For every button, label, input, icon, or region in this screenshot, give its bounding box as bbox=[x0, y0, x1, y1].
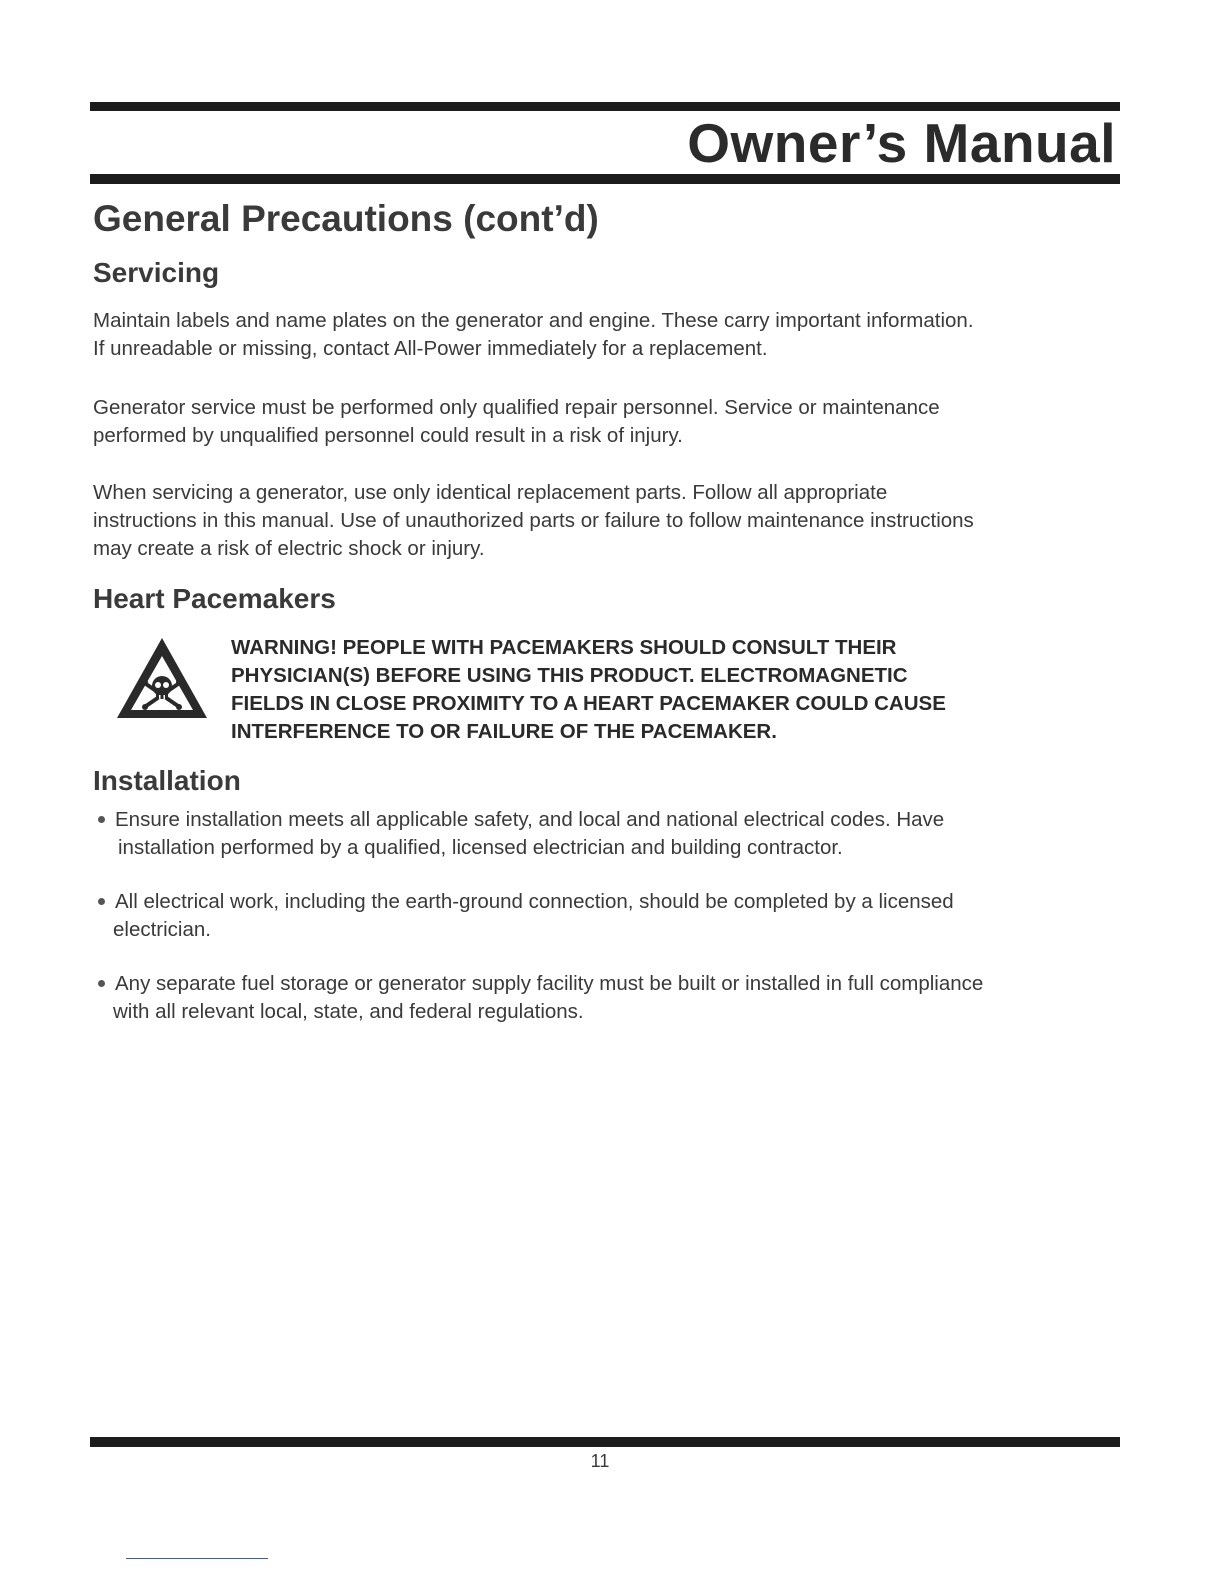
text-line: If unreadable or missing, contact All-Power immediately for a replacement. bbox=[93, 337, 768, 360]
pacemakers-heading: Heart Pacemakers bbox=[93, 583, 336, 614]
bullet-icon bbox=[98, 816, 105, 823]
text-line: installation performed by a qualified, licensed electrician and building contractor. bbox=[118, 836, 843, 859]
servicing-paragraph-2 bbox=[93, 394, 1143, 450]
text-line: Ensure installation meets all applicable safety, and local and national electrical codes. Have bbox=[115, 808, 945, 831]
bullet-icon bbox=[98, 980, 105, 987]
warning-line: INTERFERENCE TO OR FAILURE OF THE PACEMAKER. bbox=[231, 720, 777, 743]
servicing-paragraph-3 bbox=[93, 479, 1143, 563]
page-title: General Precautions (cont’d) bbox=[93, 198, 599, 239]
skull-crossbones-warning-icon bbox=[115, 636, 209, 720]
text-line: All electrical work, including the earth-ground connection, should be completed by a licensed bbox=[115, 890, 954, 913]
page-number: 11 bbox=[590, 1451, 610, 1471]
text-line: may create a risk of electric shock or injury. bbox=[93, 537, 485, 560]
installation-bullet-1 bbox=[98, 806, 944, 862]
warning-line: PHYSICIAN(S) BEFORE USING THIS PRODUCT. ELECTROMAGNETIC bbox=[231, 664, 908, 687]
text-line: Generator service must be performed only qualified repair personnel. Service or maintenance bbox=[93, 396, 940, 419]
bullet-icon bbox=[98, 898, 105, 905]
text-line: instructions in this manual. Use of unauthorized parts or failure to follow maintenance instructions bbox=[93, 509, 974, 532]
servicing-heading: Servicing bbox=[93, 257, 220, 288]
text-line: electrician. bbox=[113, 918, 211, 941]
text-line: Any separate fuel storage or generator supply facility must be built or installed in full compliance bbox=[115, 972, 984, 995]
installation-bullet-2 bbox=[98, 888, 954, 944]
text-line: Maintain labels and name plates on the generator and engine. These carry important information. bbox=[93, 309, 974, 332]
header-rule-top bbox=[90, 102, 1120, 111]
installation-heading: Installation bbox=[93, 765, 241, 796]
footer-rule bbox=[90, 1437, 1120, 1447]
text-line: performed by unqualified personnel could result in a risk of injury. bbox=[93, 424, 683, 447]
pacemaker-warning-text bbox=[231, 634, 946, 746]
installation-bullet-3 bbox=[98, 970, 983, 1026]
manual-title: Owner’s Manual bbox=[687, 112, 1116, 174]
footer-link-underline bbox=[126, 1558, 268, 1559]
servicing-paragraph-1 bbox=[93, 307, 1143, 363]
warning-line: WARNING! PEOPLE WITH PACEMAKERS SHOULD CONSULT THEIR bbox=[231, 636, 897, 659]
warning-line: FIELDS IN CLOSE PROXIMITY TO A HEART PACEMAKER COULD CAUSE bbox=[231, 692, 946, 715]
text-line: When servicing a generator, use only identical replacement parts. Follow all appropriate bbox=[93, 481, 888, 504]
header-rule-bottom bbox=[90, 174, 1120, 184]
text-line: with all relevant local, state, and federal regulations. bbox=[113, 1000, 584, 1023]
